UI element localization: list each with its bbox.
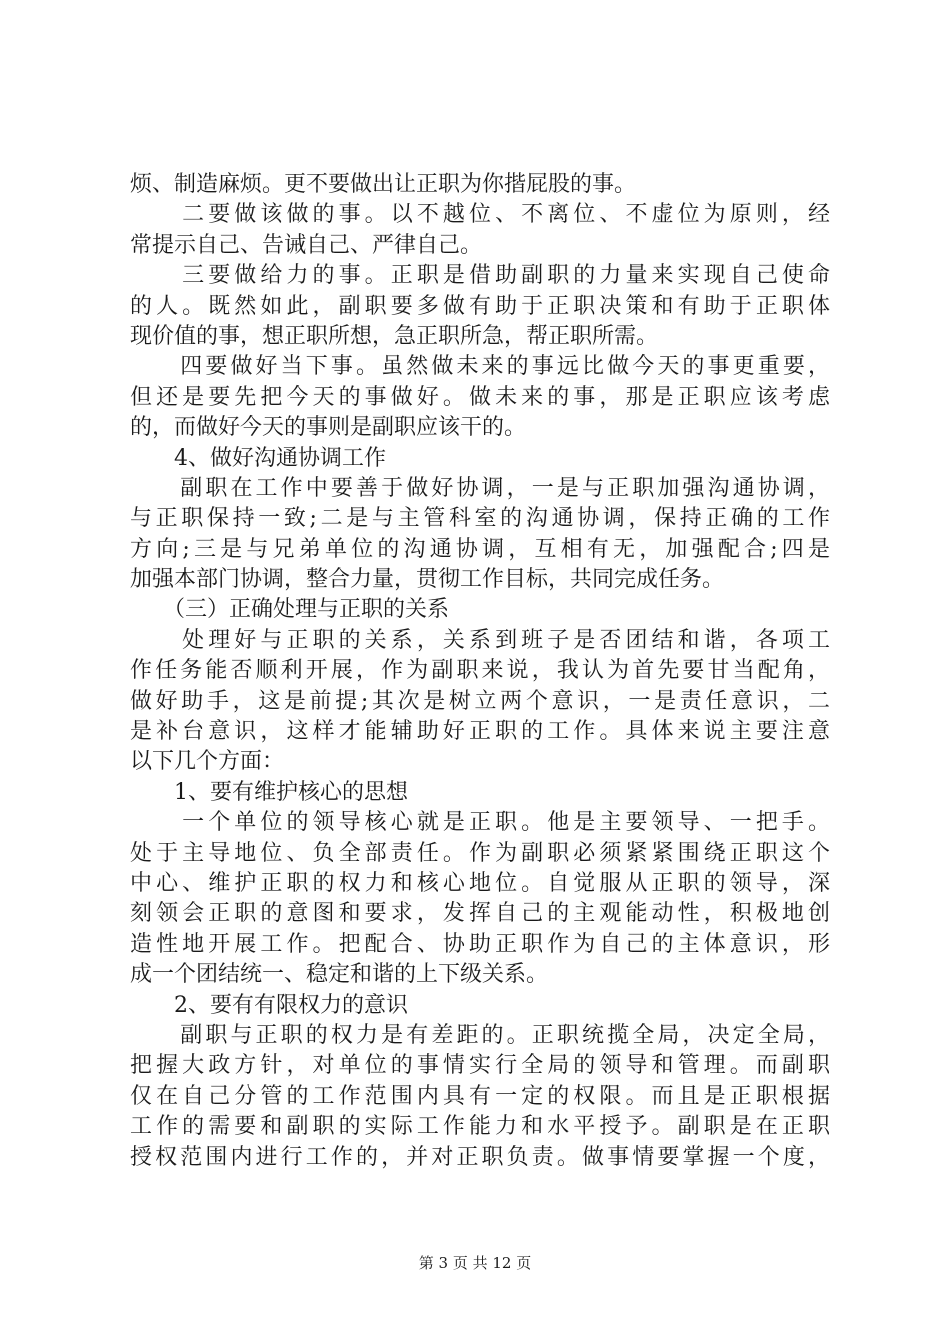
- text-line: 造性地开展工作。把配合、协助正职作为自己的主体意识，形: [130, 931, 830, 957]
- text-line: 副职在工作中要善于做好协调，一是与正职加强沟通协调，: [130, 475, 830, 501]
- text-line: 工作的需要和副职的实际工作能力和水平授予。副职是在正职: [130, 1114, 830, 1140]
- text-line: 的，而做好今天的事则是副职应该干的。: [130, 415, 527, 441]
- text-line: 成一个团结统一、稳定和谐的上下级关系。: [130, 962, 549, 988]
- text-line: 现价值的事，想正职所想，急正职所急，帮正职所需。: [130, 323, 659, 349]
- text-line: 加强本部门协调，整合力量，贯彻工作目标，共同完成任务。: [130, 567, 725, 593]
- text-line: 三要做给力的事。正职是借助副职的力量来实现自己使命: [130, 263, 830, 289]
- text-line: 4、做好沟通协调工作: [130, 445, 386, 471]
- text-line: 与正职保持一致;二是与主管科室的沟通协调，保持正确的工作: [130, 506, 830, 532]
- text-line: 作任务能否顺利开展，作为副职来说，我认为首先要甘当配角，: [130, 658, 830, 684]
- text-line: 烦、制造麻烦。更不要做出让正职为你揩屁股的事。: [130, 172, 637, 197]
- text-line: 副职与正职的权力是有差距的。正职统揽全局，决定全局，: [130, 1022, 830, 1048]
- text-line: 刻领会正职的意图和要求，发挥自己的主观能动性，积极地创: [130, 901, 830, 927]
- text-line: 仅在自己分管的工作范围内具有一定的权限。而且是正职根据: [130, 1083, 830, 1109]
- text-line: 二要做该做的事。以不越位、不离位、不虚位为原则，经: [130, 202, 830, 228]
- page-footer: 第 3 页 共 12 页: [418, 1254, 532, 1272]
- text-line: 做好助手，这是前提;其次是树立两个意识，一是责任意识，二: [130, 688, 830, 714]
- text-line: 的人。既然如此，副职要多做有助于正职决策和有助于正职体: [130, 293, 830, 319]
- document-body: [130, 170, 830, 1173]
- text-line: 授权范围内进行工作的，并对正职负责。做事情要掌握一个度，: [130, 1144, 830, 1170]
- text-line: 把握大政方针，对单位的事情实行全局的领导和管理。而副职: [130, 1053, 830, 1079]
- text-line: 处理好与正职的关系，关系到班子是否团结和谐，各项工: [130, 627, 830, 653]
- text-line: 方向;三是与兄弟单位的沟通协调，互相有无，加强配合;四是: [130, 536, 830, 562]
- text-line: 中心、维护正职的权力和核心地位。自觉服从正职的领导，深: [130, 870, 830, 896]
- text-line: 是补台意识，这样才能辅助好正职的工作。具体来说主要注意: [130, 719, 830, 745]
- text-line: 一个单位的领导核心就是正职。他是主要领导、一把手。: [130, 810, 830, 836]
- text-line: 四要做好当下事。虽然做未来的事远比做今天的事更重要，: [130, 354, 830, 380]
- text-line: 处于主导地位、负全部责任。作为副职必须紧紧围绕正职这个: [130, 840, 830, 866]
- text-line: 常提示自己、告诫自己、严律自己。: [130, 232, 483, 258]
- text-line: （三）正确处理与正职的关系: [130, 597, 450, 623]
- text-line: 但还是要先把今天的事做好。做未来的事，那是正职应该考虑: [130, 384, 830, 410]
- text-line: 1、要有维护核心的思想: [130, 779, 408, 805]
- text-line: 2、要有有限权力的意识: [130, 992, 408, 1018]
- text-line: 以下几个方面：: [130, 749, 285, 775]
